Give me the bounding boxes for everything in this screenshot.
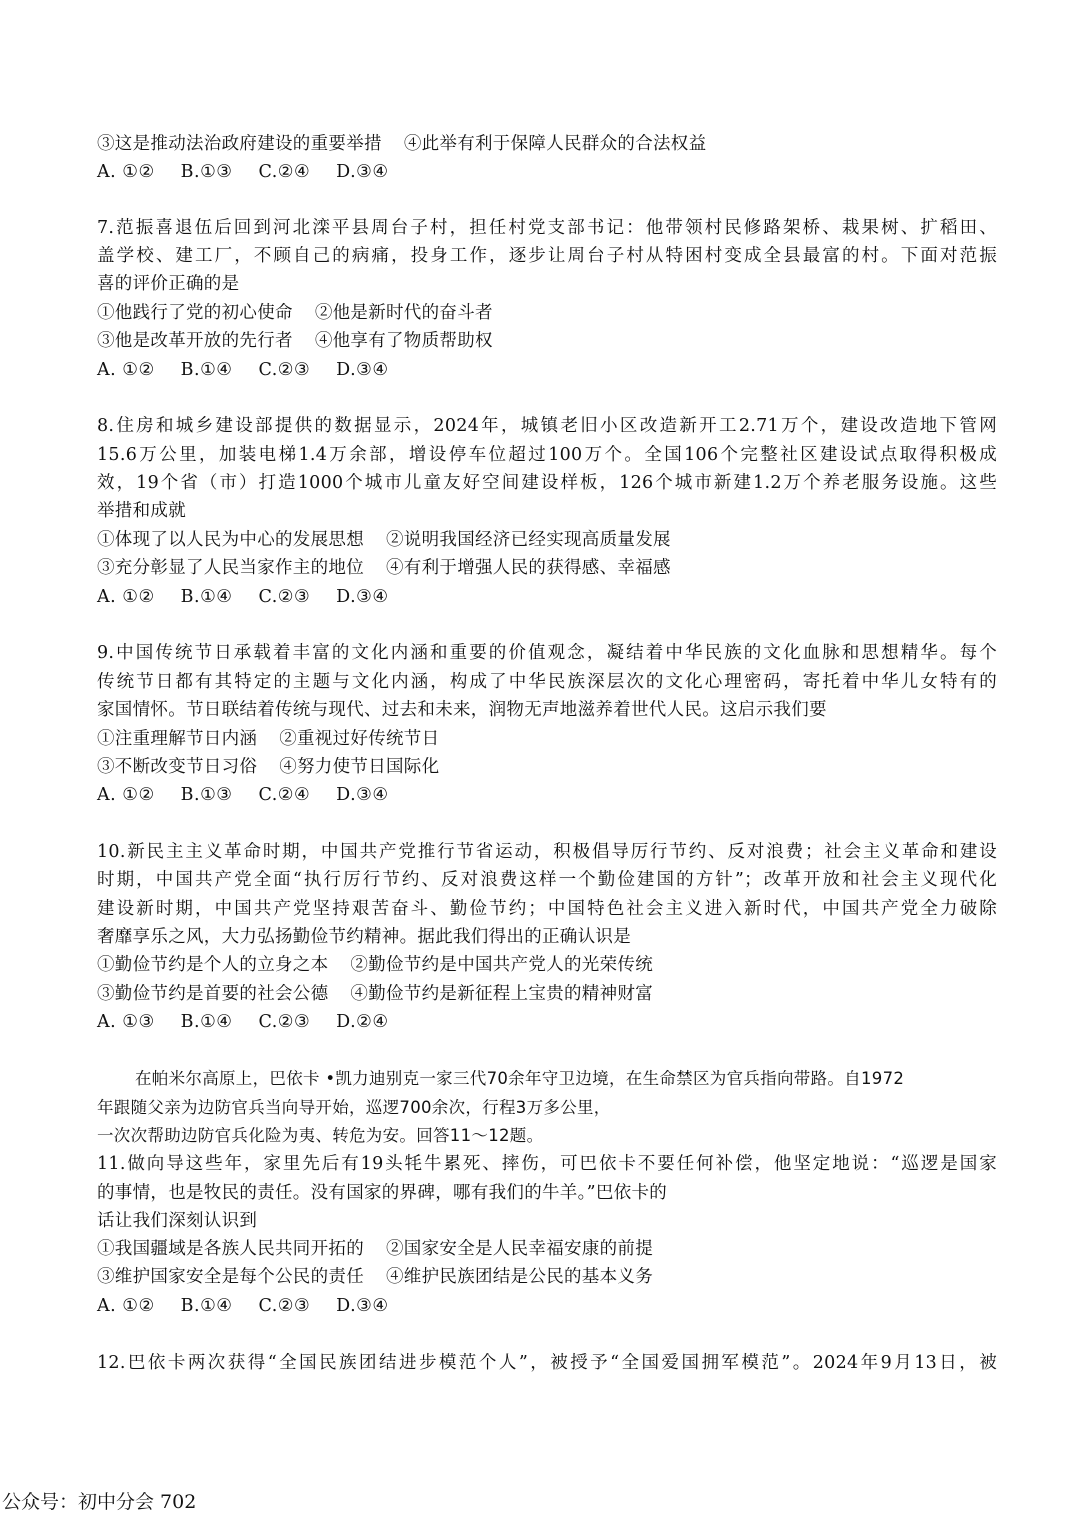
footer-watermark: 公众号：初中分会 702 (2, 1491, 197, 1513)
q11-items-row-2 (97, 1264, 997, 1290)
material-line-2: 年跟随父亲为边防官兵当向导开始，巡逻700余次，行程3万多公里， (97, 1098, 611, 1117)
choice-d: D.③④ (336, 785, 389, 805)
choice-c: C.②④ (258, 785, 311, 805)
q11-stem-line-2: 的事情，也是牧民的责任。没有国家的界碑，哪有我们的牛羊。”巴依卡的 (97, 1183, 668, 1203)
q9-choices (97, 782, 997, 808)
q7-item-4: ④他享有了物质帮助权 (314, 331, 493, 351)
q6-option-3: ③这是推动法治政府建设的重要举措 (97, 134, 382, 154)
q11-item-3: ③维护国家安全是每个公民的责任 (97, 1267, 364, 1287)
q8-items-row-2 (97, 555, 997, 581)
choice-d: D.②④ (336, 1012, 389, 1032)
q7-item-3: ③他是改革开放的先行者 (97, 331, 293, 351)
q11-stem-line-3: 话让我们深刻认识到 (97, 1211, 258, 1231)
choice-a: A. ①② (97, 587, 155, 607)
q7-stem-line-3: 喜的评价正确的是 (97, 274, 240, 294)
q7-choices (97, 357, 997, 383)
q10-stem-line-2: 时期，中国共产党全面“执行厉行节约、反对浪费这样一个勤俭建国的方针”；改革开放和社会主义现代化 (97, 870, 997, 890)
choice-d: D.③④ (336, 1296, 389, 1316)
q6-option-4: ④此举有利于保障人民群众的合法权益 (403, 134, 707, 154)
q6-choices (97, 159, 997, 185)
choice-b: B.①④ (180, 360, 233, 380)
choice-a: A. ①③ (97, 1012, 155, 1032)
q8-stem-line-4: 举措和成就 (97, 501, 186, 521)
choice-d: D.③④ (336, 360, 389, 380)
q11-items-row-1 (97, 1236, 997, 1262)
choice-c: C.②③ (258, 1012, 311, 1032)
q7-item-2: ②他是新时代的奋斗者 (314, 303, 493, 323)
q9-item-4: ④努力使节日国际化 (279, 757, 440, 777)
q9-item-1: ①注重理解节日内涵 (97, 729, 258, 749)
q12-stem-line-1: 12.巴依卡两次获得“全国民族团结进步模范个人”，被授予“全国爱国拥军模范”。2024年9月13日，被 (97, 1353, 997, 1373)
choice-d: D.③④ (336, 162, 389, 182)
q10-choices (97, 1009, 997, 1035)
q9-items-row-1 (97, 726, 997, 752)
choice-b: B.①③ (180, 162, 233, 182)
q10-stem-line-3: 建设新时期，中国共产党坚持艰苦奋斗、勤俭节约；中国特色社会主义进入新时代，中国共产党全力破除 (97, 899, 997, 919)
q7-stem-line-2: 盖学校、建工厂，不顾自己的病痛，投身工作，逐步让周台子村从特困村变成全县最富的村。下面对范振 (97, 246, 997, 266)
q8-stem-line-3: 效，19个省（市）打造1000个城市儿童友好空间建设样板，126个城市新建1.2万个养老服务设施。这些 (97, 473, 997, 493)
choice-d: D.③④ (336, 587, 389, 607)
q9-items-row-2 (97, 754, 997, 780)
q8-item-1: ①体现了以人民为中心的发展思想 (97, 530, 364, 550)
q7-stem-line-1: 7.范振喜退伍后回到河北滦平县周台子村，担任村党支部书记：他带领村民修路架桥、栽果树、扩稻田、 (97, 218, 997, 238)
q10-item-3: ③勤俭节约是首要的社会公德 (97, 984, 329, 1004)
q6-options-row (97, 131, 997, 157)
choice-c: C.②③ (258, 1296, 311, 1316)
q11-stem-line-1: 11.做向导这些年，家里先后有19头牦牛累死、摔伤，可巴依卡不要任何补偿，他坚定地说：“巡逻是国家 (97, 1154, 997, 1174)
material-line-1: 在帕米尔高原上，巴依卡 •凯力迪别克一家三代70余年守卫边境，在生命禁区为官兵指向带路。自1972 (135, 1069, 905, 1088)
q9-stem-line-2: 传统节日都有其特定的主题与文化内涵，构成了中华民族深层次的文化心理密码，寄托着中华儿女特有的 (97, 672, 997, 692)
q10-items-row-2 (97, 981, 997, 1007)
q7-items-row-2 (97, 328, 997, 354)
q10-item-2: ②勤俭节约是中国共产党人的光荣传统 (350, 955, 654, 975)
choice-c: C.②③ (258, 587, 311, 607)
q10-stem-line-1: 10.新民主主义革命时期，中国共产党推行节省运动，积极倡导厉行节约、反对浪费；社会主义革命和建设 (97, 842, 997, 862)
q9-stem-line-1: 9.中国传统节日承载着丰富的文化内涵和重要的价值观念，凝结着中华民族的文化血脉和思想精华。每个 (97, 643, 997, 663)
choice-b: B.①④ (180, 1012, 233, 1032)
q8-choices (97, 584, 997, 610)
q8-stem-line-1: 8.住房和城乡建设部提供的数据显示，2024年，城镇老旧小区改造新开工2.71万个，建设改造地下管网 (97, 416, 997, 436)
q11-choices (97, 1293, 997, 1319)
choice-b: B.①④ (180, 587, 233, 607)
choice-a: A. ①② (97, 1296, 155, 1316)
q8-item-3: ③充分彰显了人民当家作主的地位 (97, 558, 364, 578)
q10-item-4: ④勤俭节约是新征程上宝贵的精神财富 (350, 984, 654, 1004)
q10-items-row-1 (97, 952, 997, 978)
q8-items-row-1 (97, 527, 997, 553)
q11-item-2: ②国家安全是人民幸福安康的前提 (386, 1239, 653, 1259)
q8-item-4: ④有利于增强人民的获得感、幸福感 (386, 558, 671, 578)
choice-c: C.②④ (258, 162, 311, 182)
choice-c: C.②③ (258, 360, 311, 380)
q7-items-row-1 (97, 300, 997, 326)
choice-b: B.①③ (180, 785, 233, 805)
q8-stem-line-2: 15.6万公里，加装电梯1.4万余部，增设停车位超过100万个。全国106个完整社区建设试点取得积极成 (97, 445, 997, 465)
choice-b: B.①④ (180, 1296, 233, 1316)
q10-item-1: ①勤俭节约是个人的立身之本 (97, 955, 329, 975)
q9-item-2: ②重视过好传统节日 (279, 729, 440, 749)
q10-stem-line-4: 奢靡享乐之风，大力弘扬勤俭节约精神。据此我们得出的正确认识是 (97, 927, 631, 947)
q11-item-1: ①我国疆域是各族人民共同开拓的 (97, 1239, 364, 1259)
choice-a: A. ①② (97, 162, 155, 182)
q8-item-2: ②说明我国经济已经实现高质量发展 (386, 530, 671, 550)
choice-a: A. ①② (97, 360, 155, 380)
material-line-3: 一次次帮助边防官兵化险为夷、转危为安。回答11～12题。 (97, 1126, 544, 1145)
choice-a: A. ①② (97, 785, 155, 805)
q9-stem-line-3: 家国情怀。节日联结着传统与现代、过去和未来，润物无声地滋养着世代人民。这启示我们要 (97, 700, 827, 720)
q9-item-3: ③不断改变节日习俗 (97, 757, 258, 777)
q7-item-1: ①他践行了党的初心使命 (97, 303, 293, 323)
q11-item-4: ④维护民族团结是公民的基本义务 (386, 1267, 653, 1287)
